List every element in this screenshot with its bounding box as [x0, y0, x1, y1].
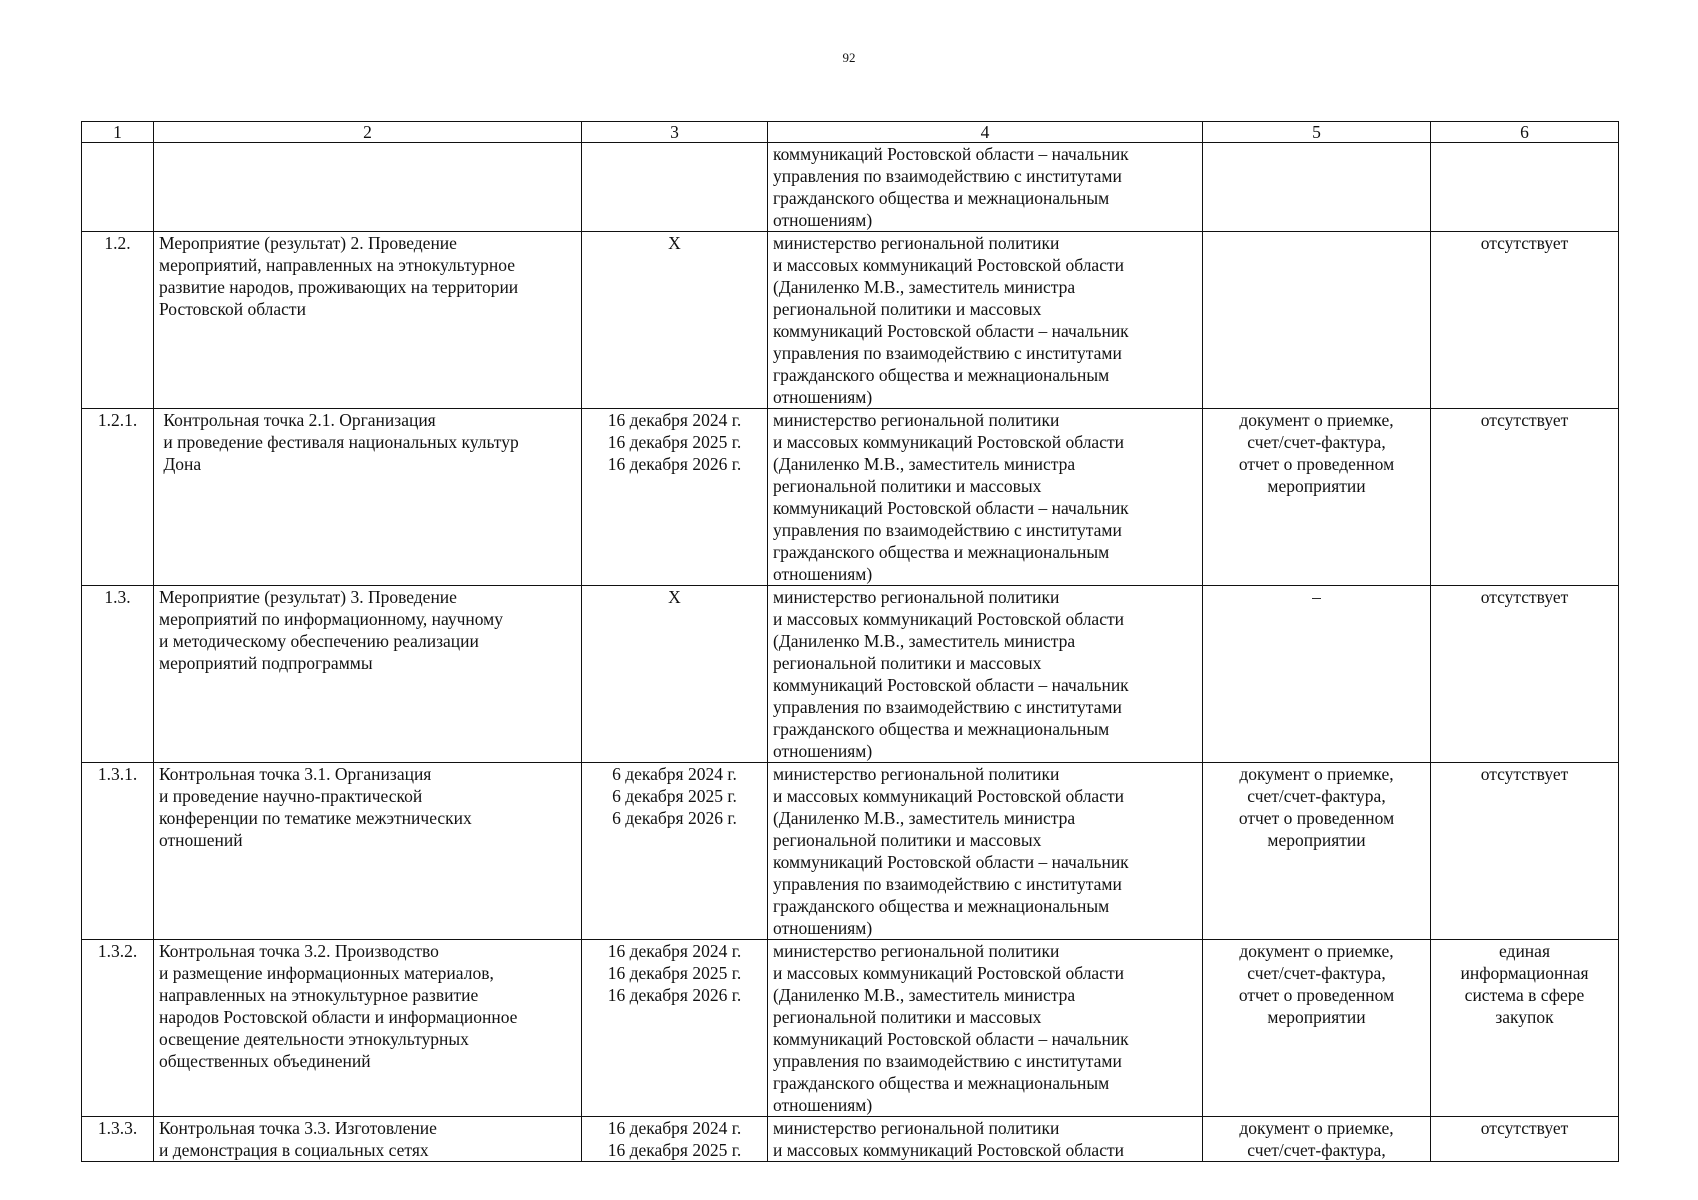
- row-info-system: единая информационная система в сфере закупок: [1431, 940, 1619, 1117]
- row-name: Контрольная точка 3.2. Производство и размещение информационных материалов, направленных на этнокультурное развитие народов Ростовской области и информационное освещение деятельности этнокультурных общественных объединений: [154, 940, 582, 1117]
- row-number: [82, 143, 154, 232]
- row-responsible: министерство региональной политики и массовых коммуникаций Ростовской области (Даниленко М.В., заместитель министра региональной политики и массовых коммуникаций Ростовской области – начальник управления по взаимодействию с институтами гражданского общества и межнациональным отношениям): [768, 763, 1203, 940]
- row-name: Контрольная точка 3.3. Изготовление и демонстрация в социальных сетях: [154, 1117, 582, 1162]
- row-name: Контрольная точка 3.1. Организация и проведение научно-практической конференции по тематике межэтнических отношений: [154, 763, 582, 940]
- row-responsible: коммуникаций Ростовской области – начальник управления по взаимодействию с институтами гражданского общества и межнациональным отношениям): [768, 143, 1203, 232]
- header-col-3: 3: [582, 122, 768, 143]
- header-col-2: 2: [154, 122, 582, 143]
- row-responsible: министерство региональной политики и массовых коммуникаций Ростовской области (Даниленко М.В., заместитель министра региональной политики и массовых коммуникаций Ростовской области – начальник управления по взаимодействию с институтами гражданского общества и межнациональным отношениям): [768, 409, 1203, 586]
- row-date: 16 декабря 2024 г. 16 декабря 2025 г. 16 декабря 2026 г.: [582, 409, 768, 586]
- table-row: [82, 763, 1619, 940]
- table-row: [82, 409, 1619, 586]
- row-name: Мероприятие (результат) 3. Проведение мероприятий по информационному, научному и методическому обеспечению реализации мероприятий подпрограммы: [154, 586, 582, 763]
- row-responsible: министерство региональной политики и массовых коммуникаций Ростовской области (Даниленко М.В., заместитель министра региональной политики и массовых коммуникаций Ростовской области – начальник управления по взаимодействию с институтами гражданского общества и межнациональным отношениям): [768, 232, 1203, 409]
- row-number: 1.3.2.: [82, 940, 154, 1117]
- header-col-5: 5: [1203, 122, 1431, 143]
- row-date: [582, 143, 768, 232]
- row-responsible: министерство региональной политики и массовых коммуникаций Ростовской области (Даниленко М.В., заместитель министра региональной политики и массовых коммуникаций Ростовской области – начальник управления по взаимодействию с институтами гражданского общества и межнациональным отношениям): [768, 940, 1203, 1117]
- row-number: 1.2.1.: [82, 409, 154, 586]
- row-document: [1203, 143, 1431, 232]
- header-col-4: 4: [768, 122, 1203, 143]
- row-info-system: отсутствует: [1431, 232, 1619, 409]
- table-row: [82, 232, 1619, 409]
- row-document: документ о приемке, счет/счет-фактура,: [1203, 1117, 1431, 1162]
- row-date: 6 декабря 2024 г. 6 декабря 2025 г. 6 декабря 2026 г.: [582, 763, 768, 940]
- page-number: 92: [842, 50, 856, 65]
- row-document: документ о приемке, счет/счет-фактура, отчет о проведенном мероприятии: [1203, 409, 1431, 586]
- table-row: [82, 143, 1619, 232]
- row-responsible: министерство региональной политики и массовых коммуникаций Ростовской области: [768, 1117, 1203, 1162]
- row-info-system: отсутствует: [1431, 1117, 1619, 1162]
- row-number: 1.3.: [82, 586, 154, 763]
- row-info-system: [1431, 143, 1619, 232]
- row-document: [1203, 232, 1431, 409]
- row-name: [154, 143, 582, 232]
- row-name: Мероприятие (результат) 2. Проведение мероприятий, направленных на этнокультурное развитие народов, проживающих на территории Ростовской области: [154, 232, 582, 409]
- row-responsible: министерство региональной политики и массовых коммуникаций Ростовской области (Даниленко М.В., заместитель министра региональной политики и массовых коммуникаций Ростовской области – начальник управления по взаимодействию с институтами гражданского общества и межнациональным отношениям): [768, 586, 1203, 763]
- table-row: [82, 586, 1619, 763]
- row-info-system: отсутствует: [1431, 763, 1619, 940]
- row-date: 16 декабря 2024 г. 16 декабря 2025 г.: [582, 1117, 768, 1162]
- row-document: документ о приемке, счет/счет-фактура, отчет о проведенном мероприятии: [1203, 763, 1431, 940]
- table-row: [82, 940, 1619, 1117]
- row-date: X: [582, 232, 768, 409]
- header-row: [82, 122, 1619, 143]
- row-info-system: отсутствует: [1431, 409, 1619, 586]
- header-col-6: 6: [1431, 122, 1619, 143]
- row-date: X: [582, 586, 768, 763]
- header-col-1: 1: [82, 122, 154, 143]
- row-info-system: отсутствует: [1431, 586, 1619, 763]
- row-number: 1.3.3.: [82, 1117, 154, 1162]
- table-row: [82, 1117, 1619, 1162]
- row-number: 1.2.: [82, 232, 154, 409]
- row-document: документ о приемке, счет/счет-фактура, отчет о проведенном мероприятии: [1203, 940, 1431, 1117]
- row-document: –: [1203, 586, 1431, 763]
- row-name: Контрольная точка 2.1. Организация и проведение фестиваля национальных культур Дона: [154, 409, 582, 586]
- measures-table: [81, 121, 1619, 1162]
- row-number: 1.3.1.: [82, 763, 154, 940]
- row-date: 16 декабря 2024 г. 16 декабря 2025 г. 16 декабря 2026 г.: [582, 940, 768, 1117]
